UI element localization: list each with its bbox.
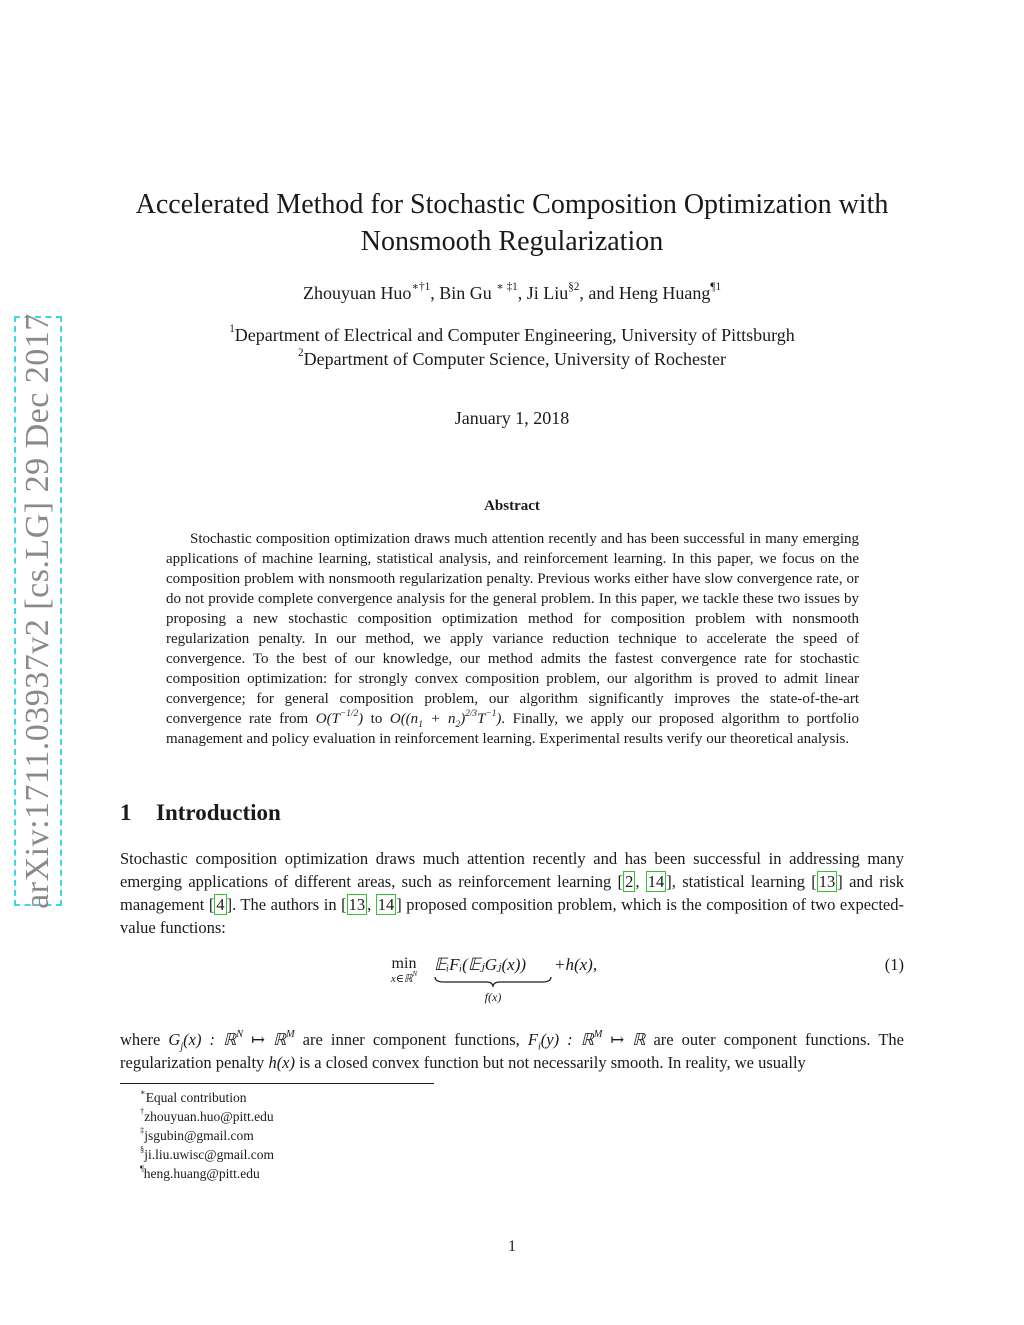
author-4: Heng Huang xyxy=(618,283,711,303)
abstract-math-1: $O(T^{-1/2})$ xyxy=(315,708,364,727)
abstract-text: to xyxy=(363,711,390,727)
affiliation-1-text: Department of Electrical and Computer Engineering, University of Pittsburgh xyxy=(234,325,795,345)
author-sep: , xyxy=(430,283,440,303)
author-sep: , and xyxy=(579,283,619,303)
underbrace xyxy=(434,976,552,988)
page-number: 1 xyxy=(508,1238,516,1255)
title-line-1: Accelerated Method for Stochastic Composition Optimization with xyxy=(135,189,889,220)
author-sep: , xyxy=(517,283,527,303)
footnote-rule xyxy=(120,1083,434,1084)
equation-min-subscript: x∈ℝ$^N$ xyxy=(390,971,418,985)
footnote: ‡jsgubin@gmail.com xyxy=(140,1126,254,1143)
abstract-text: Stochastic composition optimization draws much attention recently and has been successful in many emerging applications of machine learning, statistical analysis, and reinforcement learning. In this paper, we focus on the composition problem with nonsmooth regularization penalty. Previous works either have slow convergence rate, or do not provide complete convergence analysis for the general problem. In this paper, we tackle these two issues by proposing a new stochastic composition optimization method for composition problem with nonsmooth regularization penalty. In our method, we apply variance reduction technique to accelerate the speed of convergence. To the best of our knowledge, our method admits the fastest convergence rate for stochastic composition optimization: for strongly convex composition problem, our algorithm is proved to admit linear convergence; for general composition problem, our algorithm significantly improves the state-of-the-art convergence rate from xyxy=(166,531,859,727)
footnote: ¶heng.huang@pitt.edu xyxy=(140,1164,260,1181)
section-heading xyxy=(120,800,281,826)
inline-math: $F_i(y)$ : ℝ$^M$ ↦ ℝ xyxy=(527,1028,646,1053)
section-number: 1 xyxy=(120,800,132,825)
abstract-body xyxy=(166,529,859,749)
footnotes xyxy=(140,1088,274,1183)
equation-min-label: min xyxy=(391,955,417,972)
affiliation-1-mark: 1 xyxy=(229,323,235,336)
affiliation-1 xyxy=(100,323,924,347)
author-3: Ji Liu xyxy=(526,283,569,303)
section-title: Introduction xyxy=(156,800,281,825)
paper-title xyxy=(100,186,924,260)
citation-link[interactable]: 14 xyxy=(647,872,665,891)
author-2: Bin Gu xyxy=(439,283,492,303)
affiliation-2 xyxy=(100,347,924,371)
author-3-mark: §2 xyxy=(568,281,580,294)
footnote: §ji.liu.uwisc@gmail.com xyxy=(140,1145,274,1162)
arxiv-stamp xyxy=(14,313,62,909)
author-list xyxy=(100,282,924,304)
affiliation-2-mark: 2 xyxy=(298,347,304,360)
equation-underbrace-label: f(x) xyxy=(484,990,502,1004)
author-4-mark: ¶1 xyxy=(710,281,722,294)
equation-regularizer: +h(x), xyxy=(554,955,598,974)
title-line-2: Nonsmooth Regularization xyxy=(360,226,664,257)
arxiv-stamp-text: arXiv:1711.03937v2 [cs.LG] 29 Dec 2017 xyxy=(19,313,56,909)
footnote: ∗Equal contribution xyxy=(140,1088,247,1105)
intro-paragraph-1: Stochastic composition optimization draws much attention recently and has been successful in addressing many emerging applications of different areas, such as reinforcement learning [ 2 , 14 ], statistical learning [ 13 ] and risk management [ 4 ]. The authors in [ 13 , 14 ] proposed composition problem, which is the composition of two expected-value functions: xyxy=(120,849,905,937)
equation-expression: 𝔼ᵢFᵢ(𝔼ⱼGⱼ(x)) xyxy=(434,955,527,974)
affiliations xyxy=(100,323,924,371)
equation-1 xyxy=(378,955,908,1011)
affiliation-2-text: Department of Computer Science, University of Rochester xyxy=(303,349,726,369)
footnote: †zhouyuan.huo@pitt.edu xyxy=(140,1107,274,1124)
inline-math: $G_j(x)$ : ℝ$^N$ ↦ ℝ$^M$ xyxy=(168,1028,295,1053)
paper-date: January 1, 2018 xyxy=(454,408,570,428)
author-1-mark: ∗†1 xyxy=(411,281,431,294)
equation-min xyxy=(378,955,430,985)
author-1: Zhouyuan Huo xyxy=(302,283,412,303)
abstract-math-2: $O((n_1 + n_2)^{2/3}T^{-1})$ xyxy=(389,708,502,730)
citation-link[interactable]: 2 xyxy=(625,872,634,891)
abstract-text: . Finally, we apply our proposed algorithm to portfolio management and policy evaluation in reinforcement learning. Experimental results verify our theoretical analysis. xyxy=(166,711,860,747)
citation-link[interactable]: 13 xyxy=(348,895,366,914)
inline-math: h(x) xyxy=(268,1053,296,1072)
citation-link[interactable]: 14 xyxy=(377,895,395,914)
equation-number: (1) xyxy=(884,955,904,974)
abstract-heading: Abstract xyxy=(484,498,540,514)
citation-link[interactable]: 13 xyxy=(818,872,836,891)
citation-link[interactable]: 4 xyxy=(216,895,225,914)
intro-paragraph-2: where $G_j(x)$ : ℝ$^N$ ↦ ℝ$^M$ are inner component functions, $F_i(y)$ : ℝ$^M$ ↦ ℝ are outer component functions. The regularization penalty h(x) is a closed convex function but not necessarily smooth. In reality, we usually xyxy=(120,1028,904,1072)
author-2-mark: ∗ ‡1 xyxy=(496,281,518,294)
